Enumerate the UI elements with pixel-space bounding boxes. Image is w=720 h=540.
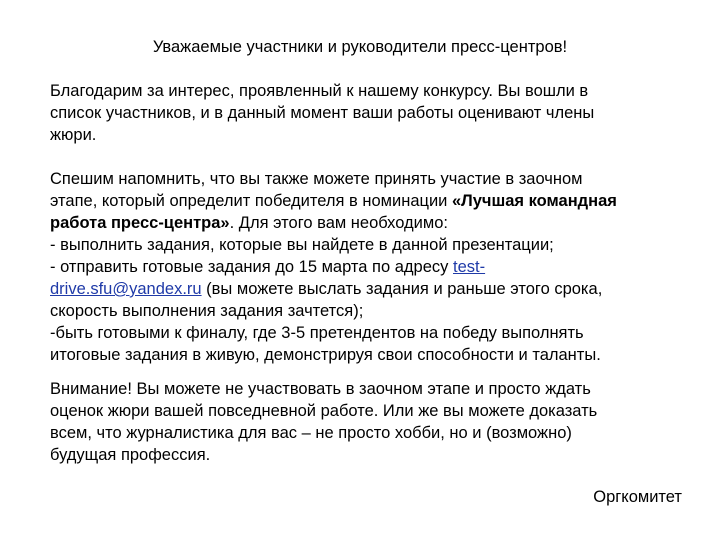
- paragraph-stage-line: [50, 190, 690, 212]
- nomination-title-part1: «Лучшая командная: [451, 192, 617, 210]
- greeting-text: Уважаемые участники и руководители пресс-центров!: [152, 38, 568, 56]
- send-early-text: (вы можете выслать задания и раньше этого срока,: [201, 280, 603, 298]
- greeting-heading: [0, 36, 720, 58]
- requirements-intro: . Для этого вам необходимо:: [229, 214, 449, 232]
- nomination-title-part2: работа пресс-центра»: [50, 214, 230, 232]
- paragraph-thanks: [50, 80, 690, 146]
- paragraph-attention-line: всем, что журналистика для вас – не просто хобби, но и (возможно): [50, 424, 572, 442]
- paragraph-attention-line: Внимание! Вы можете не участвовать в заочном этапе и просто ждать: [50, 380, 591, 398]
- paragraph-attention-line: будущая профессия.: [50, 446, 211, 464]
- paragraph-stage-line: [50, 212, 690, 234]
- send-tasks-text: - отправить готовые задания до 15 марта по адресу: [50, 258, 453, 276]
- requirement-item: -быть готовыми к финалу, где 3-5 претендентов на победу выполнять: [50, 324, 584, 342]
- requirement-item-continued: [50, 278, 690, 300]
- paragraph-thanks-line: Благодарим за интерес, проявленный к нашему конкурсу. Вы вошли в: [50, 82, 589, 100]
- signature: Оргкомитет: [593, 488, 682, 506]
- paragraph-correspondence-stage: [50, 168, 690, 366]
- email-link-part1[interactable]: test-: [453, 258, 486, 276]
- requirement-item: [50, 256, 690, 278]
- requirement-item: - выполнить задания, которые вы найдете в данной презентации;: [50, 236, 554, 254]
- paragraph-attention: [50, 378, 690, 466]
- paragraph-stage-line: Спешим напомнить, что вы также можете принять участие в заочном: [50, 170, 583, 188]
- stage-text: этапе, который определит победителя в номинации: [50, 192, 452, 210]
- requirement-item-continued: скорость выполнения задания зачтется);: [50, 302, 364, 320]
- email-link-part2[interactable]: drive.sfu@yandex.ru: [50, 280, 202, 298]
- paragraph-thanks-line: жюри.: [50, 126, 97, 144]
- requirement-item-continued: итоговые задания в живую, демонстрируя свои способности и таланты.: [50, 346, 601, 364]
- paragraph-thanks-line: список участников, и в данный момент ваши работы оценивают члены: [50, 104, 595, 122]
- paragraph-attention-line: оценок жюри вашей повседневной работе. Или же вы можете доказать: [50, 402, 598, 420]
